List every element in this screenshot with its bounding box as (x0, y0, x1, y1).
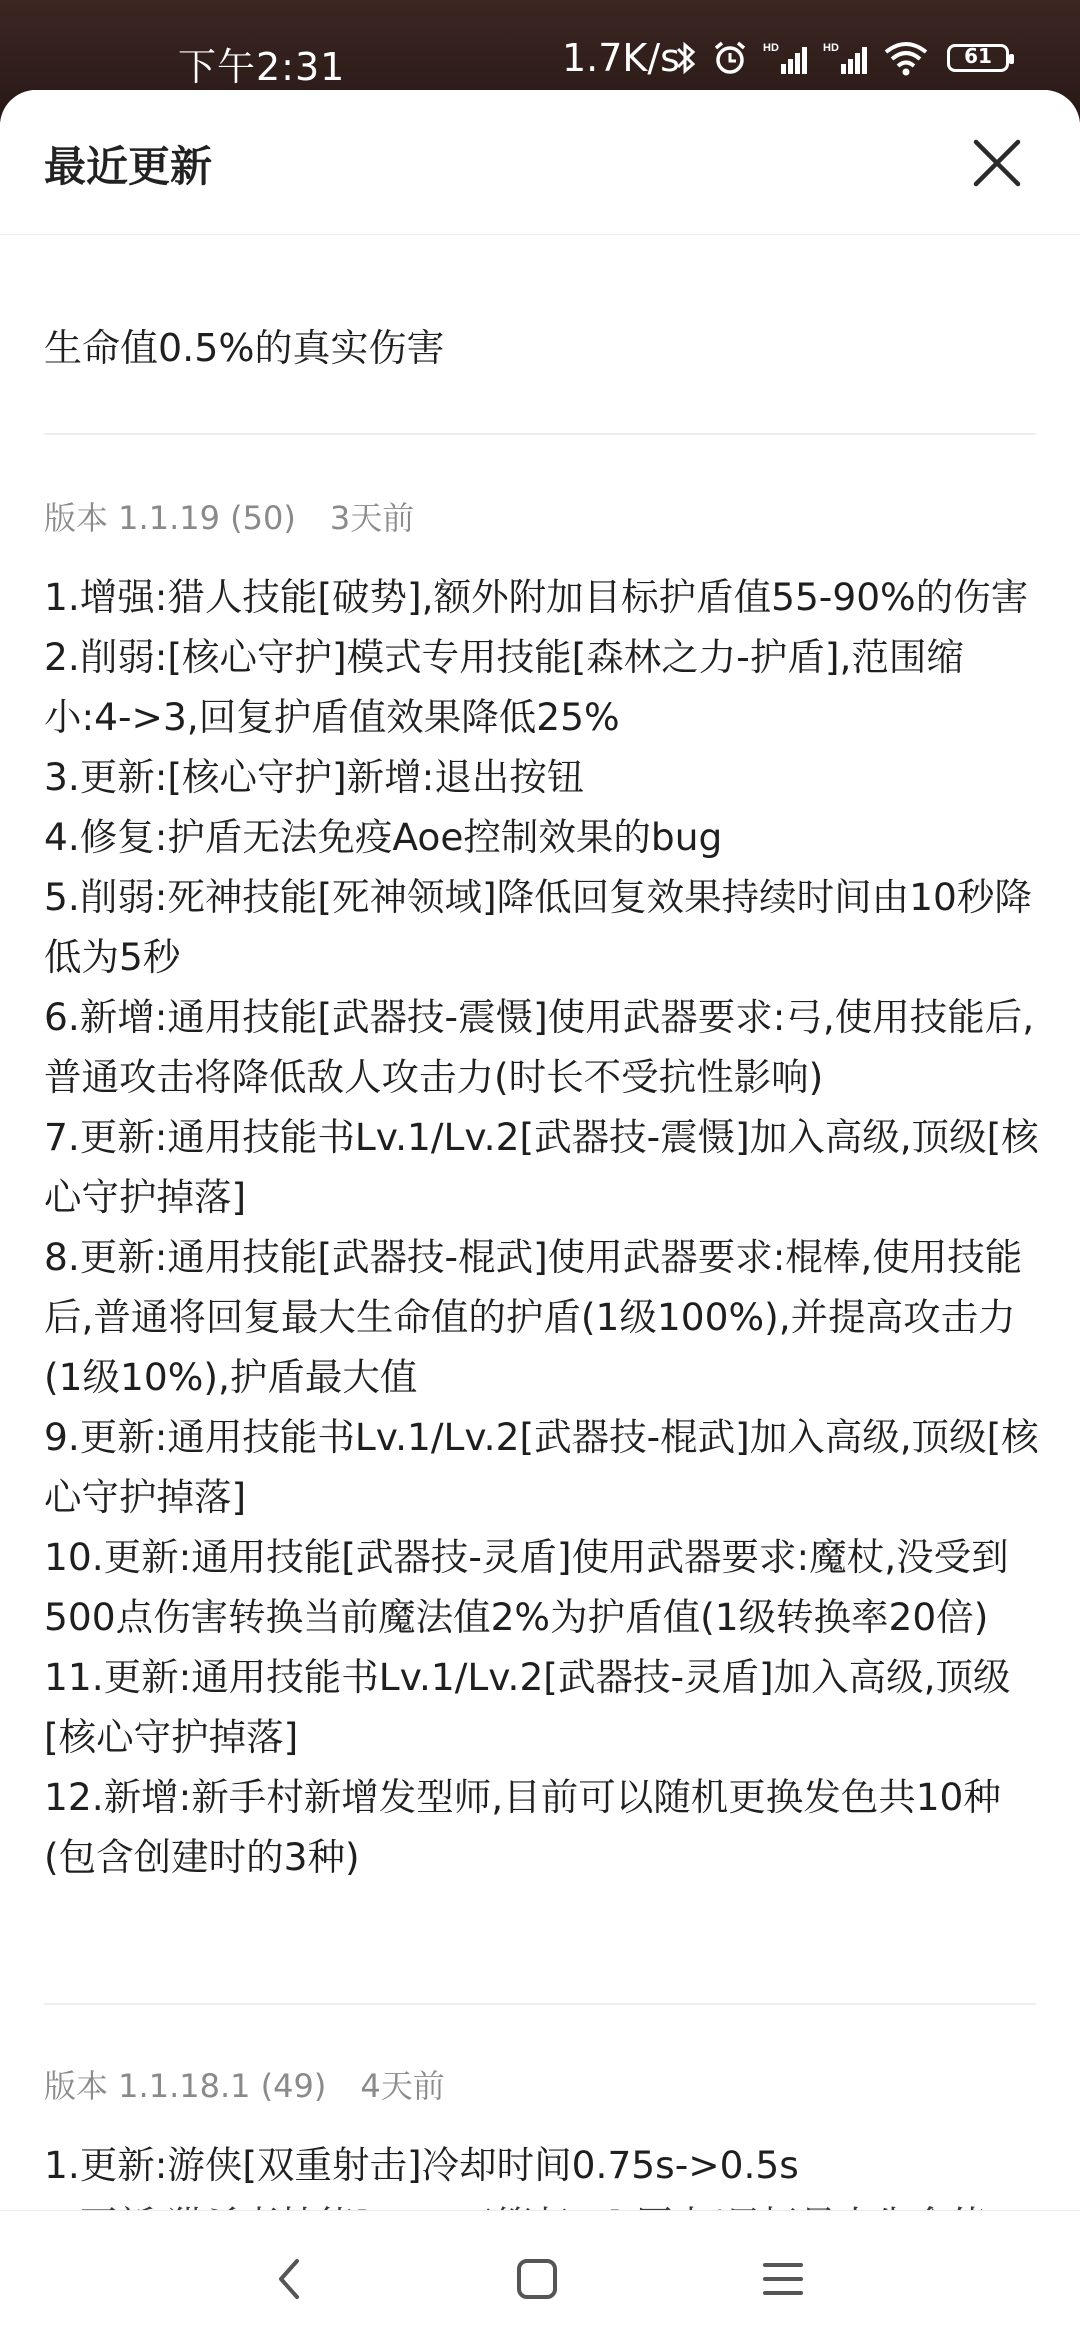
note-item: 5.削弱:死神技能[死神领域]降低回复效果持续时间由10秒降低为5秒 (44, 875, 1032, 979)
signal-icon (763, 40, 809, 76)
note-item: 6.新增:通用技能[武器技-震慑]使用武器要求:弓,使用技能后,普通攻击将降低敌人攻击力(时长不受抗性影响) (44, 995, 1035, 1099)
battery-icon (947, 44, 1009, 72)
navigation-bar (0, 2210, 1080, 2341)
version-age: 4天前 (360, 2067, 445, 2105)
network-speed: 1.7K/s (562, 36, 680, 80)
updates-sheet (0, 90, 1080, 2340)
menu-icon (761, 2259, 805, 2299)
note-item: 1.增强:猎人技能[破势],额外附加目标护盾值55-90%的伤害 (44, 575, 1029, 619)
version-label: 版本 1.1.19 (50) (44, 499, 296, 537)
alarm-icon (711, 39, 749, 77)
close-button[interactable] (966, 132, 1028, 194)
nav-home-button[interactable] (502, 2249, 572, 2309)
sheet-header (0, 90, 1080, 235)
status-icons (675, 36, 1009, 80)
update-list[interactable] (0, 235, 1080, 2301)
note-item: 8.更新:通用技能[武器技-棍武]使用武器要求:棍棒,使用技能后,普通将回复最大生命值的护盾(1级100%),并提高攻击力(1级10%),护盾最大值 (44, 1235, 1023, 1399)
close-icon (966, 132, 1028, 194)
svg-text:HD: HD (823, 42, 839, 54)
note-item: 11.更新:通用技能书Lv.1/Lv.2[武器技-灵盾]加入高级,顶级[核心守护掉落] (44, 1655, 1011, 1759)
note-item: 10.更新:通用技能[武器技-灵盾]使用武器要求:魔杖,没受到500点伤害转换当前魔法值2%为护盾值(1级转换率20倍) (44, 1535, 1009, 1639)
status-bar (0, 0, 1080, 100)
note-item: 2.削弱:[核心守护]模式专用技能[森林之力-护盾],范围缩小:4->3,回复护盾值效果降低25% (44, 635, 964, 739)
nav-menu-button[interactable] (748, 2249, 818, 2309)
signal-icon-2 (823, 40, 869, 76)
release-notes (44, 567, 1044, 1887)
back-icon (275, 2257, 305, 2301)
svg-text:HD: HD (763, 42, 779, 54)
note-item: 9.更新:通用技能书Lv.1/Lv.2[武器技-棍武]加入高级,顶级[核心守护掉落] (44, 1415, 1039, 1519)
nav-back-button[interactable] (255, 2249, 325, 2309)
note-item: 4.修复:护盾无法免疫Aoe控制效果的bug (44, 815, 723, 859)
bluetooth-icon (675, 40, 697, 76)
note-item: 3.更新:[核心守护]新增:退出按钮 (44, 755, 585, 799)
battery-level: 61 (964, 44, 992, 68)
status-time: 下午2:31 (178, 45, 346, 89)
home-icon (516, 2258, 558, 2300)
version-label: 版本 1.1.18.1 (49) (44, 2067, 327, 2105)
note-item: 1.更新:游侠[双重射击]冷却时间0.75s->0.5s (44, 2143, 799, 2187)
divider (44, 433, 1036, 435)
divider (44, 2003, 1036, 2005)
version-age: 3天前 (329, 499, 415, 537)
wifi-icon (883, 40, 929, 76)
version-header (44, 493, 414, 539)
sheet-title: 最近更新 (44, 142, 213, 191)
note-item: 12.新增:新手村新增发型师,目前可以随机更换发色共10种(包含创建时的3种) (44, 1775, 1001, 1879)
note-item: 7.更新:通用技能书Lv.1/Lv.2[武器技-震慑]加入高级,顶级[核心守护掉落] (44, 1115, 1039, 1219)
previous-note-tail: 生命值0.5%的真实伤害 (44, 326, 445, 370)
version-header (44, 2061, 445, 2107)
